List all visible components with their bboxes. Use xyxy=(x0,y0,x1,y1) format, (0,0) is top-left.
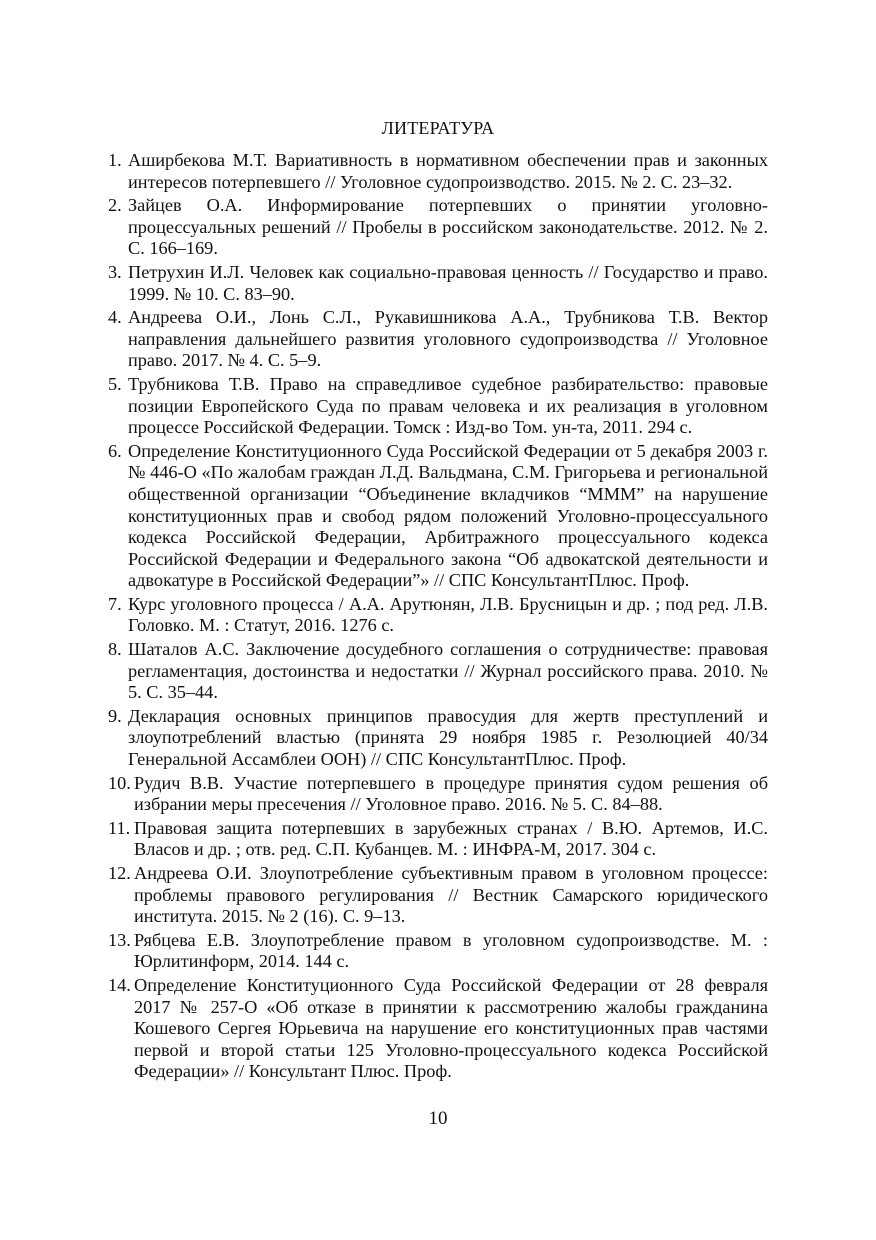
reference-text: Курс уголовного процесса / А.А. Арутюнян, Л.В. Брусницын и др. ; под ред. Л.В. Головко. М. : Статут, 2016. 1276 с. xyxy=(128,593,768,636)
reference-text: Петрухин И.Л. Человек как социально-правовая ценность // Государство и право. 1999. № 10. С. 83–90. xyxy=(128,261,768,304)
reference-number: 12. xyxy=(108,863,131,883)
reference-item xyxy=(108,639,768,704)
reference-number: 14. xyxy=(108,974,131,995)
reference-text: Определение Конституционного Суда Российской Федерации от 5 декабря 2003 г. № 446-О «По жалобам граждан Л.Д. Вальдмана, С.М. Григорьева и региональной общественной организации “Объединение вкладчиков “МММ” на нарушение конституционных прав и свобод рядом положений Уголовно-процессуального кодекса Российской Федерации, Арбитражного процессуального кодекса Российской Федерации и Федерального закона “Об адвокатской деятельности и адвокатуре в Российской Федерации”» // СПС КонсультантПлюс. Проф. xyxy=(128,440,768,591)
reference-number: 4. xyxy=(108,307,122,328)
reference-number: 2. xyxy=(108,195,122,216)
reference-item xyxy=(108,307,768,372)
reference-text: Аширбекова М.Т. Вариативность в нормативном обеспечении прав и законных интересов потерпевшего // Уголовное судопроизводство. 2015. № 2. С. 23–32. xyxy=(128,150,768,192)
reference-item xyxy=(108,150,768,193)
reference-text: Шаталов А.С. Заключение досудебного соглашения о сотрудничестве: правовая регламентация, достоинства и недостатки // Журнал российского права. 2010. № 5. С. 35–44. xyxy=(128,639,768,703)
reference-text: Рудич В.В. Участие потерпевшего в процедуре принятия судом решения об избрании меры пресечения // Уголовное право. 2016. № 5. С. 84–88. xyxy=(134,772,768,815)
reference-text: Трубникова Т.В. Право на справедливое судебное разбирательство: правовые позиции Европейского Суда по правам человека и их реализация в уголовном процессе Российской Федерации. Томск : Изд-во Том. ун-та, 2011. 294 с. xyxy=(128,373,768,438)
reference-text: Декларация основных принципов правосудия для жертв преступлений и злоупотреблений властью (принята 29 ноября 1985 г. Резолюцией 40/34 Генеральной Ассамблеи ООН) // СПС КонсультантПлюс. Проф. xyxy=(128,705,768,770)
page-number: 10 xyxy=(428,1108,448,1129)
reference-number: 13. xyxy=(108,929,131,950)
reference-list xyxy=(108,150,768,1085)
section-heading: ЛИТЕРАТУРА xyxy=(381,118,495,138)
reference-item xyxy=(108,773,768,816)
reference-number: 1. xyxy=(108,150,122,170)
reference-number: 7. xyxy=(108,593,122,614)
reference-number: 8. xyxy=(108,639,122,660)
reference-number: 5. xyxy=(108,373,122,394)
reference-number: 6. xyxy=(108,440,122,461)
reference-item xyxy=(108,374,768,439)
reference-number: 9. xyxy=(108,705,122,726)
reference-number: 3. xyxy=(108,261,122,282)
reference-item xyxy=(108,930,768,973)
reference-text: Правовая защита потерпевших в зарубежных странах / В.Ю. Артемов, И.С. Власов и др. ; отв. ред. С.П. Кубанцев. М. : ИНФРА-М, 2017. 304 с. xyxy=(134,817,768,860)
reference-item xyxy=(108,818,768,861)
reference-number: 11. xyxy=(108,817,131,838)
reference-number: 10. xyxy=(108,772,131,793)
reference-text: Определение Конституционного Суда Российской Федерации от 28 февраля 2017 № 257-О «Об отказе в принятии к рассмотрению жалобы гражданина Кошевого Сергея Юрьевича на нарушение его конституционных прав частями первой и второй статьи 125 Уголовно-процессуального кодекса Российской Федерации» // Консультант Плюс. Проф. xyxy=(134,974,768,1082)
reference-item xyxy=(108,706,768,771)
reference-item xyxy=(108,863,768,928)
reference-item xyxy=(108,594,768,637)
reference-item xyxy=(108,441,768,592)
reference-item xyxy=(108,195,768,260)
reference-text: Андреева О.И. Злоупотребление субъективным правом в уголовном процессе: проблемы правового регулирования // Вестник Самарского юридического института. 2015. № 2 (16). С. 9–13. xyxy=(134,863,768,927)
reference-item xyxy=(108,262,768,305)
reference-item xyxy=(108,975,768,1083)
reference-text: Рябцева Е.В. Злоупотребление правом в уголовном судопроизводстве. М. : Юрлитинформ, 2014. 144 с. xyxy=(134,929,768,972)
reference-text: Зайцев О.А. Информирование потерпевших о принятии уголовно-процессуальных решений // Пробелы в российском законодательстве. 2012. № 2. С. 166–169. xyxy=(128,195,768,259)
reference-text: Андреева О.И., Лонь С.Л., Рукавишникова А.А., Трубникова Т.В. Вектор направления дальнейшего развития уголовного судопроизводства // Уголовное право. 2017. № 4. С. 5–9. xyxy=(128,307,768,371)
